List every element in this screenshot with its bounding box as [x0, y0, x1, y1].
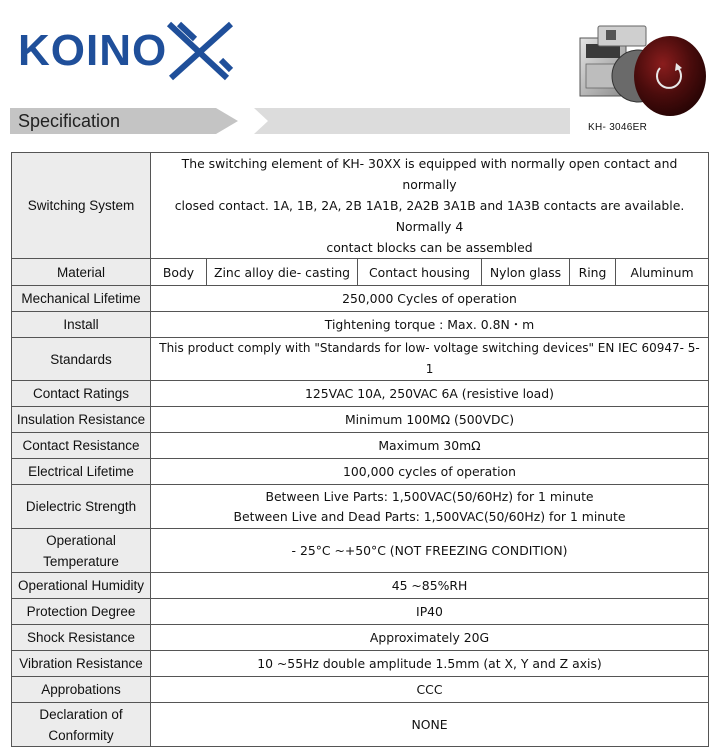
brand-logo — [18, 20, 235, 82]
spec-row-vibration-resistance — [12, 651, 709, 677]
spec-row-standards — [12, 338, 709, 381]
spec-row-protection-degree — [12, 599, 709, 625]
spec-label: Install — [12, 312, 151, 338]
spec-value: This product comply with "Standards for low- voltage switching devices" EN IEC 60947- 5- 1 — [151, 338, 709, 381]
spec-row-insulation-resistance — [12, 407, 709, 433]
spec-label: Vibration Resistance — [12, 651, 151, 677]
spec-label: Dielectric Strength — [12, 485, 151, 529]
spec-label: Protection Degree — [12, 599, 151, 625]
material-cell: Body — [151, 259, 207, 286]
emergency-stop-button-image — [576, 16, 710, 120]
spec-label: Approbations — [12, 677, 151, 703]
spec-row-operational-humidity — [12, 573, 709, 599]
spec-row-approbations — [12, 677, 709, 703]
spec-value: 10 ~55Hz double amplitude 1.5mm (at X, Y and Z axis) — [151, 651, 709, 677]
spec-row-mechanical-lifetime — [12, 286, 709, 312]
spec-row-install — [12, 312, 709, 338]
spec-label: Contact Ratings — [12, 381, 151, 407]
material-cell: Nylon glass — [482, 259, 570, 286]
spec-label: Material — [12, 259, 151, 286]
material-cell: Ring — [570, 259, 616, 286]
spec-label — [12, 529, 151, 573]
spec-value: Minimum 100MΩ (500VDC) — [151, 407, 709, 433]
spec-label: Mechanical Lifetime — [12, 286, 151, 312]
spec-row-contact-resistance — [12, 433, 709, 459]
spec-value: 250,000 Cycles of operation — [151, 286, 709, 312]
spec-label: Operational Humidity — [12, 573, 151, 599]
spec-value: NONE — [151, 703, 709, 747]
spec-value-line: closed contact. 1A, 1B, 2A, 2B 1A1B, 2A2B 3A1B and 1A3B contacts are available. Normally 4 — [174, 198, 685, 234]
spec-label: Switching System — [12, 153, 151, 259]
spec-label-line: Declaration of — [39, 706, 123, 722]
spec-value-line: The switching element of KH- 30XX is equipped with normally open contact and normally — [181, 156, 678, 192]
spec-value-line: Between Live Parts: 1,500VAC(50/60Hz) for 1 minute — [265, 488, 594, 504]
spec-row-operational-temperature — [12, 529, 709, 573]
section-title: Specification — [18, 111, 121, 131]
spec-label: Shock Resistance — [12, 625, 151, 651]
spec-label-line: Temperature — [43, 553, 119, 569]
spec-row-contact-ratings — [12, 381, 709, 407]
spec-label-line: Conformity — [48, 727, 114, 743]
spec-value — [151, 485, 709, 529]
spec-value — [151, 153, 709, 259]
spec-label: Insulation Resistance — [12, 407, 151, 433]
material-cell: Contact housing — [358, 259, 482, 286]
material-cell: Zinc alloy die- casting — [207, 259, 358, 286]
spec-value: Approximately 20G — [151, 625, 709, 651]
spec-table — [11, 152, 709, 747]
spec-row-electrical-lifetime — [12, 459, 709, 485]
spec-row-dielectric-strength — [12, 485, 709, 529]
spec-value: IP40 — [151, 599, 709, 625]
brand-logo-text: KOINO — [18, 26, 168, 75]
spec-row-shock-resistance — [12, 625, 709, 651]
material-cell: Aluminum — [616, 259, 709, 286]
spec-label — [12, 703, 151, 747]
spec-value: 125VAC 10A, 250VAC 6A (resistive load) — [151, 381, 709, 407]
spec-value: 45 ~85%RH — [151, 573, 709, 599]
spec-value: Tightening torque : Max. 0.8N・m — [151, 312, 709, 338]
spec-value-line: Between Live and Dead Parts: 1,500VAC(50/60Hz) for 1 minute — [233, 508, 626, 524]
product-code: KH- 3046ER — [588, 122, 648, 133]
spec-value: 100,000 cycles of operation — [151, 459, 709, 485]
spec-row-declaration — [12, 703, 709, 747]
spec-label: Electrical Lifetime — [12, 459, 151, 485]
brand-x-mark-icon — [165, 20, 235, 82]
spec-value: - 25°C ~+50°C (NOT FREEZING CONDITION) — [151, 529, 709, 573]
spec-label-line: Operational — [46, 532, 116, 548]
spec-row-material — [12, 259, 709, 286]
spec-value: Maximum 30mΩ — [151, 433, 709, 459]
spec-label: Contact Resistance — [12, 433, 151, 459]
spec-value-line: contact blocks can be assembled — [326, 240, 533, 255]
spec-value: CCC — [151, 677, 709, 703]
spec-label: Standards — [12, 338, 151, 381]
spec-row-switching-system — [12, 153, 709, 259]
